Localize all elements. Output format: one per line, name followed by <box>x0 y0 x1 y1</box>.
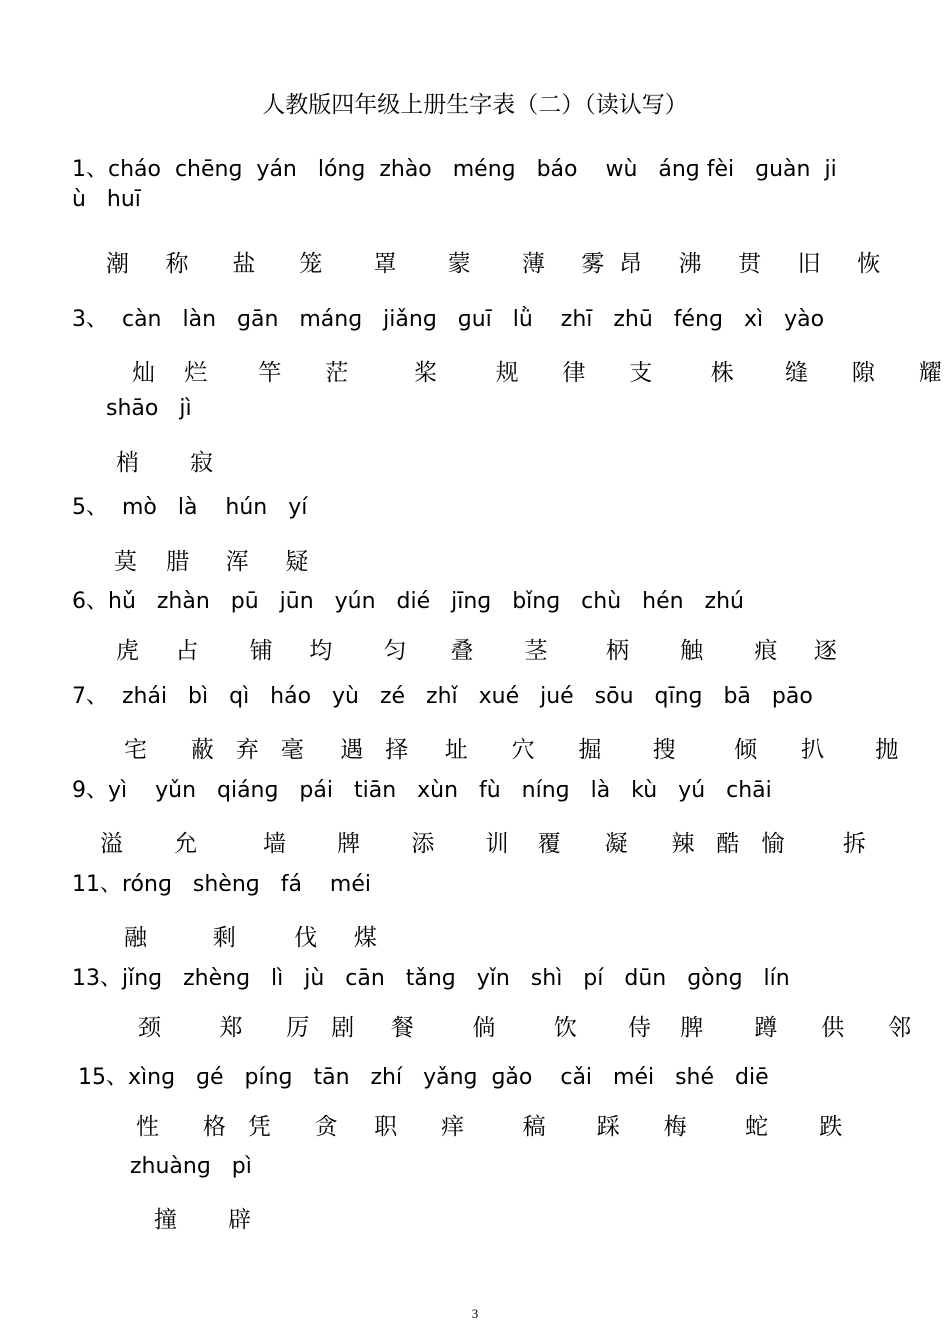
pinyin-line-15: 15、xìnɡ ɡé pínɡ tān zhí yǎnɡ ɡǎo cǎi méi shé diē <box>78 1065 769 1090</box>
hanzi-line-1: 潮 称 盐 笼 罩 蒙 薄 雾 昂 沸 贯 旧 恢 <box>106 251 881 277</box>
hanzi-line-5: 莫 腊 浑 疑 <box>114 549 309 575</box>
hanzi-line-9: 溢 允 墙 牌 添 训 覆 凝 辣 酷 愉 拆 <box>100 831 866 857</box>
pinyin-line-7: 7、 zhái bì qì háo yù zé zhǐ xué jué sōu qīnɡ bā pāo <box>72 684 813 709</box>
hanzi-line-15: 性 格 凭 贪 职 痒 稿 踩 梅 蛇 跌 <box>136 1114 843 1140</box>
page-title: 人教版四年级上册生字表（二）（读认写） <box>262 92 688 118</box>
pinyin-line-1-wrap: ù huī <box>72 187 141 212</box>
pinyin-line-6: 6、hǔ zhàn pū jūn yún dié jīnɡ bǐnɡ chù hén zhú <box>72 589 744 614</box>
hanzi-line-3b: 梢 寂 <box>116 450 214 476</box>
pinyin-line-15b: zhuànɡ pì <box>130 1154 252 1179</box>
page-number: 3 <box>471 1306 479 1321</box>
hanzi-line-6: 虎 占 铺 均 匀 叠 茎 柄 触 痕 逐 <box>116 638 837 664</box>
pinyin-line-9: 9、yì yǔn qiánɡ pái tiān xùn fù nínɡ là kù yú chāi <box>72 778 772 803</box>
hanzi-line-13: 颈 郑 厉 剧 餐 倘 饮 侍 脾 蹲 供 邻 <box>138 1015 912 1041</box>
hanzi-line-7: 宅 蔽 弃 毫 遇 择 址 穴 掘 搜 倾 扒 抛 <box>124 737 899 763</box>
hanzi-line-15b: 撞 辟 <box>154 1207 252 1233</box>
hanzi-line-3: 灿 烂 竿 茫 桨 规 律 支 株 缝 隙 耀 <box>132 360 942 386</box>
hanzi-line-11: 融 剩 伐 煤 <box>124 925 377 951</box>
pinyin-line-11: 11、rónɡ shènɡ fá méi <box>72 872 372 897</box>
pinyin-line-13: 13、jǐnɡ zhènɡ lì jù cān tǎnɡ yǐn shì pí dūn ɡònɡ lín <box>72 966 790 991</box>
pinyin-line-3b: shāo jì <box>106 396 192 421</box>
pinyin-line-5: 5、 mò là hún yí <box>72 495 308 520</box>
pinyin-line-1: 1、cháo chēnɡ yán lónɡ zhào ménɡ báo wù ánɡ fèi ɡuàn ji <box>72 157 837 182</box>
pinyin-line-3: 3、 càn làn ɡān mánɡ jiǎnɡ ɡuī lǜ zhī zhū fénɡ xì yào <box>72 307 825 332</box>
